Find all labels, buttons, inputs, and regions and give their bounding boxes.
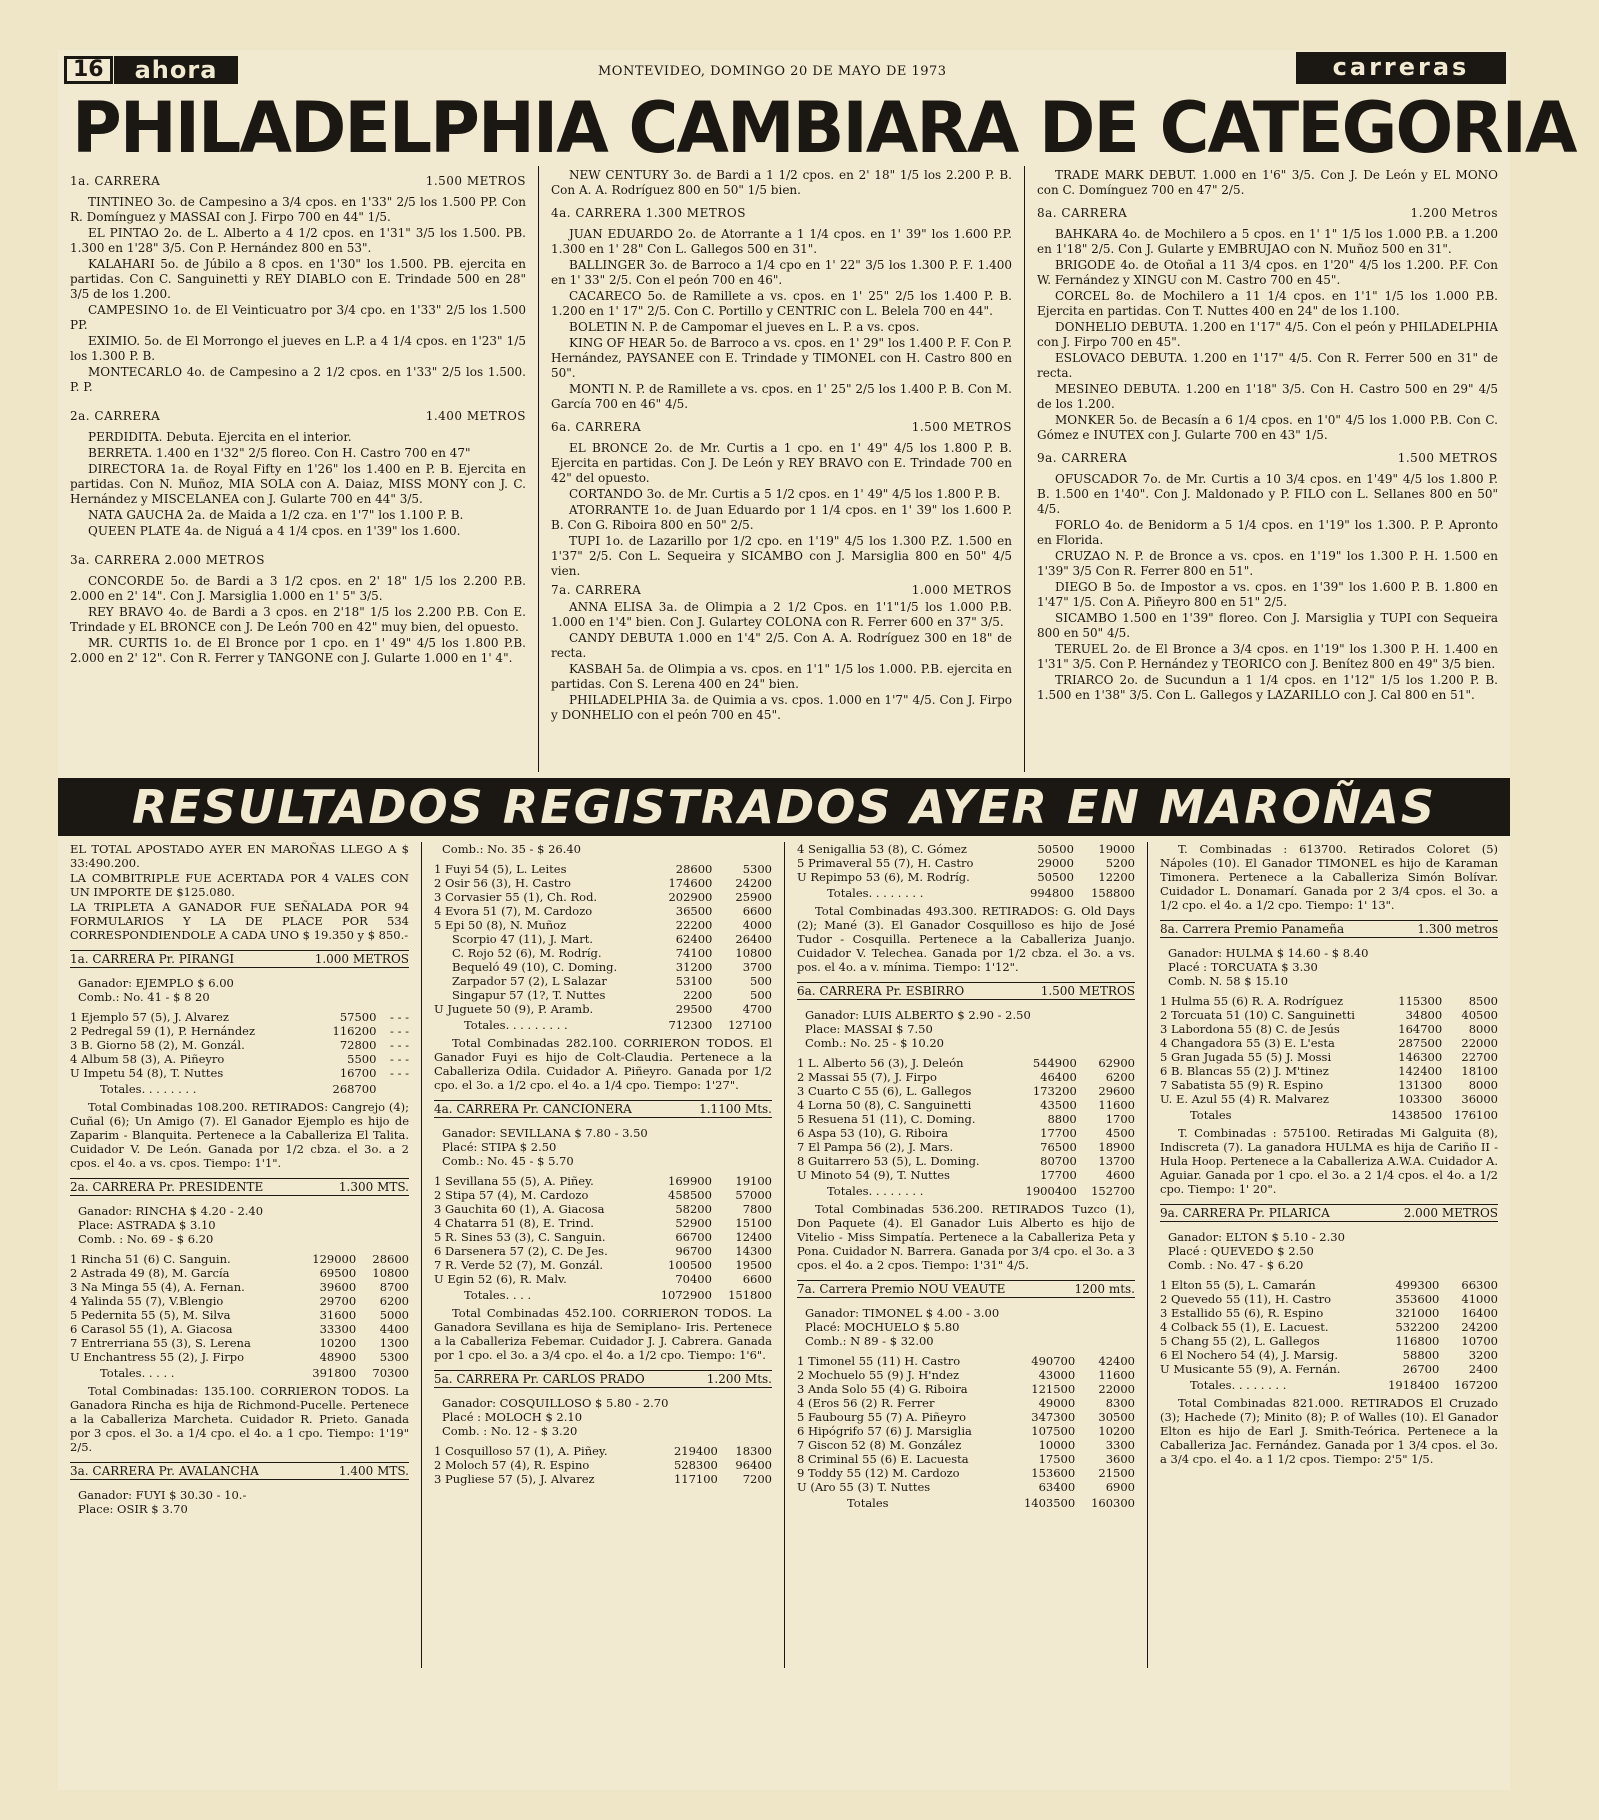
- headline: PHILADELPHIA CAMBIARA DE CATEGORIA: [72, 87, 1576, 169]
- table-row: Zarpador 57 (2), L Salazar 53100 500: [452, 974, 772, 988]
- race-summary: T. Combinadas : 613700. Retirados Coloret (5) Nápoles (10). El Ganador TIMONEL es hijo de Karaman Timonera. Pertenece a la Caballeriza Simón Bolívar. Cuidador L. Donamarí. Ganada por 2 3/4 cpos. el 3o. a 1/2 cpo. el 4o. a 1/2 cpo. Tiempo: 1' 13".: [1160, 842, 1498, 912]
- paragraph: NATA GAUCHA 2a. de Maida a 1/2 cza. en 1'7" los 1.100 P. B.: [88, 508, 464, 522]
- table-row: 6 El Nochero 54 (4), J. Marsig. 58800 3200: [1160, 1348, 1498, 1362]
- paragraph: OFUSCADOR 7o. de Mr. Curtis a 10 3/4 cpos. en 1'49" 4/5 los 1.800 P. B. 1.500 en 1'40". Con J. Maldonado y P. FILO con L. Sellanes 800 en 50" 4/5.: [1037, 472, 1498, 516]
- paragraph: CAMPESINO 1o. de El Veinticuatro por 3/4 cpo. en 1'33" 2/5 los 1.500 PP.: [70, 303, 526, 332]
- paragraph: KASBAH 5a. de Olimpia a vs. cpos. en 1'1" 1/5 los 1.000. P.B. ejercita en partidas. Con S. Lerena 400 en 24" bien.: [551, 662, 1012, 691]
- table-row: 1 Fuyi 54 (5), L. Leites 28600 5300: [434, 862, 772, 876]
- winner-line: Ganador: FUYI $ 30.30 - 10.-: [78, 1488, 247, 1502]
- table-row: 2 Moloch 57 (4), R. Espino 528300 96400: [434, 1458, 772, 1472]
- results-table: [434, 862, 772, 1032]
- table-row: 6 Hipógrifo 57 (6) J. Marsiglia 107500 10200: [797, 1424, 1135, 1438]
- results-table: [1160, 1278, 1498, 1392]
- table-row: 4 Changadora 55 (3) E. L'esta 287500 22000: [1160, 1036, 1498, 1050]
- table-row: 6 B. Blancas 55 (2) J. M'tinez 142400 18100: [1160, 1064, 1498, 1078]
- place-line: Placé: MOCHUELO $ 5.80: [805, 1320, 960, 1334]
- race-heading: 1a. CARRERA Pr. PIRANGI 1.000 METROS: [70, 952, 409, 966]
- paragraph: MR. CURTIS 1o. de El Bronce por 1 cpo. en 1' 49" 4/5 los 1.800 P.B. 2.000 en 2' 12". Con R. Ferrer y TANGONE con J. Gularte 1.000 en 1' 4".: [70, 636, 526, 665]
- race-heading: 8a. CARRERA 1.200 Metros: [1037, 206, 1498, 220]
- table-row: 5 Chang 55 (2), L. Gallegos 116800 10700: [1160, 1334, 1498, 1348]
- table-row: U Minoto 54 (9), T. Nuttes 17700 4600: [797, 1168, 1135, 1182]
- results-column-3: [784, 842, 1147, 1668]
- place-line: Placé: STIPA $ 2.50: [442, 1140, 557, 1154]
- paragraph: CACARECO 5o. de Ramillete a vs. cpos. en 1' 25" 2/5 los 1.400 P. B. 1.200 en 1' 17" 2/5. Con C. Portillo y CENTRIC con L. Belela 700 en 44".: [551, 289, 1012, 318]
- table-row: 5 Resuena 51 (11), C. Doming. 8800 1700: [797, 1112, 1135, 1126]
- paragraph: NEW CENTURY 3o. de Bardi a 1 1/2 cpos. en 2' 18" 1/5 los 2.200 P. B. Con A. A. Rodríguez 800 en 50" 1/5 bien.: [551, 168, 1012, 197]
- table-row: 3 B. Giorno 58 (2), M. Gonzál. 72800 - - -: [70, 1038, 409, 1052]
- paragraph: PERDIDITA. Debuta. Ejercita en el interior.: [88, 430, 352, 444]
- paragraph: QUEEN PLATE 4a. de Niguá a 4 1/4 cpos. en 1'39" los 1.600.: [88, 524, 461, 538]
- paragraph: PHILADELPHIA 3a. de Quimia a vs. cpos. 1.000 en 1'7" 4/5. Con J. Firpo y DONHELIO con el peón 700 en 45".: [551, 693, 1012, 722]
- race-summary: Total Combinadas 108.200. RETIRADOS: Cangrejo (4); Cuñal (6); Un Amigo (7). El Ganador Ejemplo es hijo de Zaparim - Blanquita. Pertenece a la Caballeriza El Talita. Cuidador V. De León. Ganada por 1/2 cbza. el 3o. a 2 cpos. el 4o. a vs. cpos. Tiempo: 1'1".: [70, 1100, 409, 1170]
- forecast-column-3: [1024, 166, 1510, 772]
- paragraph: TINTINEO 3o. de Campesino a 3/4 cpos. en 1'33" 2/5 los 1.500 PP. Con R. Domínguez y MASSAI con J. Firpo 700 en 44" 1/5.: [70, 195, 526, 224]
- table-row: 3 Gauchita 60 (1), A. Giacosa 58200 7800: [434, 1202, 772, 1216]
- winner-line: Ganador: ELTON $ 5.10 - 2.30: [1168, 1230, 1345, 1244]
- table-row: U Juguete 50 (9), P. Aramb. 29500 4700: [434, 1002, 772, 1016]
- table-row: 4 Senigallia 53 (8), C. Gómez 50500 19000: [797, 842, 1135, 856]
- table-row: U. E. Azul 55 (4) R. Malvarez 103300 36000: [1160, 1092, 1498, 1106]
- paragraph: DIRECTORA 1a. de Royal Fifty en 1'26" los 1.400 en P. B. Ejercita en partidas. Con N. Muñoz, MIA SOLA con A. Daiaz, MISS MONY con J. C. Hernández y MISCELANEA con J. Gularte 700 en 44" 3/5.: [70, 462, 526, 506]
- results-table: [70, 1252, 409, 1380]
- forecast-column-1: [58, 166, 538, 772]
- table-row: 6 Carasol 55 (1), A. Giacosa 33300 4400: [70, 1322, 409, 1336]
- place-line: Place: OSIR $ 3.70: [78, 1502, 188, 1516]
- results-table: [70, 1010, 409, 1096]
- table-row: 2 Torcuata 51 (10) C. Sanguinetti 34800 40500: [1160, 1008, 1498, 1022]
- totals-row: Totales. . . . . 391800 70300: [100, 1366, 409, 1380]
- table-row: 5 Pedernita 55 (5), M. Silva 31600 5000: [70, 1308, 409, 1322]
- paragraph: FORLO 4o. de Benidorm a 5 1/4 cpos. en 1'19" los 1.300. P. P. Apronto en Florida.: [1037, 518, 1498, 547]
- paragraph: MONKER 5o. de Becasín a 6 1/4 cpos. en 1'0" 4/5 los 1.000 P.B. Con C. Gómez e INUTEX con J. Gularte 700 en 43" 1/5.: [1037, 413, 1498, 442]
- newspaper-page: [58, 50, 1576, 1790]
- table-row: U Repimpo 53 (6), M. Rodríg. 50500 12200: [797, 870, 1135, 884]
- results-table: [434, 1174, 772, 1302]
- winner-line: Ganador: HULMA $ 14.60 - $ 8.40: [1168, 946, 1369, 960]
- table-row: 4 Album 58 (3), A. Piñeyro 5500 - - -: [70, 1052, 409, 1066]
- race-heading: 3a. CARRERA 2.000 METROS: [70, 553, 265, 567]
- table-row: 5 Primaveral 55 (7), H. Castro 29000 5200: [797, 856, 1135, 870]
- paragraph: ESLOVACO DEBUTA. 1.200 en 1'17" 4/5. Con R. Ferrer 500 en 31" de recta.: [1037, 351, 1498, 380]
- masthead: [58, 50, 1510, 90]
- results-table: [1160, 994, 1498, 1122]
- paragraph: CORCEL 8o. de Mochilero a 11 1/4 cpos. en 1'1" 1/5 los 1.000 P.B. Ejercita en partidas. Con T. Nuttes 400 en 24" de los 1.100.: [1037, 289, 1498, 318]
- paragraph: EL BRONCE 2o. de Mr. Curtis a 1 cpo. en 1' 49" 4/5 los 1.800 P. B. Ejercita en partidas. Con J. De León y REY BRAVO con E. Trindade 700 en 42" del opuesto.: [551, 441, 1012, 485]
- winner-line: Ganador: COSQUILLOSO $ 5.80 - 2.70: [442, 1396, 669, 1410]
- race-summary: Total Combinadas 536.200. RETIRADOS Tuzco (1), Don Paquete (4). El Ganador Luis Alberto es hijo de Vitelio - Miss Simpatía. Pertenece a la Caballeriza Peta y Pona. Cuidador N. Barrera. Ganada por 3/4 cpo. el 3o. a 3 cpos. el 4o. a 2 cpos. Tiempo: 1'31" 4/5.: [797, 1202, 1135, 1272]
- paragraph: CRUZAO N. P. de Bronce a vs. cpos. en 1'19" los 1.300 P. H. 1.500 en 1'39" 3/5 Con R. Ferrer 800 en 51".: [1037, 549, 1498, 578]
- combinada-line: Comb.: No. 45 - $ 5.70: [442, 1154, 574, 1168]
- combinada-line: Comb. : No. 47 - $ 6.20: [1168, 1258, 1304, 1272]
- results-table: [434, 1444, 772, 1486]
- results-table: [797, 842, 1135, 900]
- table-row: 1 Hulma 55 (6) R. A. Rodríguez 115300 8500: [1160, 994, 1498, 1008]
- table-row: 2 Pedregal 59 (1), P. Hernández 116200 - - -: [70, 1024, 409, 1038]
- table-row: Singapur 57 (1?, T. Nuttes 2200 500: [452, 988, 772, 1002]
- forecast-columns: [58, 166, 1510, 772]
- winner-line: Ganador: SEVILLANA $ 7.80 - 3.50: [442, 1126, 648, 1140]
- table-row: 1 Sevillana 55 (5), A. Piñey. 169900 19100: [434, 1174, 772, 1188]
- table-row: 2 Stipa 57 (4), M. Cardozo 458500 57000: [434, 1188, 772, 1202]
- table-row: 1 Cosquilloso 57 (1), A. Piñey. 219400 18300: [434, 1444, 772, 1458]
- table-row: U Egin 52 (6), R. Malv. 70400 6600: [434, 1272, 772, 1286]
- table-row: 1 Timonel 55 (11) H. Castro 490700 42400: [797, 1354, 1135, 1368]
- results-banner: RESULTADOS REGISTRADOS AYER EN MAROÑAS: [58, 778, 1510, 836]
- table-row: 8 Guitarrero 53 (5), L. Doming. 80700 13700: [797, 1154, 1135, 1168]
- paragraph: CANDY DEBUTA 1.000 en 1'4" 2/5. Con A. A. Rodríguez 300 en 18" de recta.: [551, 631, 1012, 660]
- paragraph: CONCORDE 5o. de Bardi a 3 1/2 cpos. en 2' 18" 1/5 los 2.200 P.B. 2.000 en 2' 14". Con J. Marsiglia 1.000 en 1' 5" 3/5.: [70, 574, 526, 603]
- race-heading: 9a. CARRERA Pr. PILARICA 2.000 METROS: [1160, 1206, 1498, 1220]
- paragraph: MONTECARLO 4o. de Campesino a 2 1/2 cpos. en 1'33" 2/5 los 1.500. P. P.: [70, 365, 526, 394]
- totals-row: Totales. . . . . . . . 994800 158800: [827, 886, 1135, 900]
- totals-row: Totales 1438500 176100: [1190, 1108, 1498, 1122]
- race-heading: 7a. Carrera Premio NOU VEAUTE 1200 mts.: [797, 1282, 1135, 1296]
- table-row: U Musicante 55 (9), A. Fernán. 26700 2400: [1160, 1362, 1498, 1376]
- results-table: [797, 1354, 1135, 1510]
- race-summary: T. Combinadas : 575100. Retiradas Mi Galguita (8), Indiscreta (7). La ganadora HULMA es hija de Cariño II - Hula Hoop. Pertenece a la Caballeriza A.W.A. Cuidador A. Aguiar. Ganada por 1 cpo. el 3o. a 2 1/4 cpos. el 4o. a 1/2 cpo. Tiempo: 1' 20".: [1160, 1126, 1498, 1196]
- place-line: Place: MASSAI $ 7.50: [805, 1022, 933, 1036]
- winner-line: Ganador: EJEMPLO $ 6.00: [78, 976, 234, 990]
- race-heading: 2a. CARRERA 1.400 METROS: [70, 409, 526, 423]
- table-row: 1 Ejemplo 57 (5), J. Alvarez 57500 - - -: [70, 1010, 409, 1024]
- table-row: 3 Na Minga 55 (4), A. Fernan. 39600 8700: [70, 1280, 409, 1294]
- paragraph: EL PINTAO 2o. de L. Alberto a 4 1/2 cpos. en 1'31" 3/5 los 1.500. PB. 1.300 en 1'28" 3/5. Con P. Hernández 800 en 53".: [70, 226, 526, 255]
- table-row: 7 R. Verde 52 (7), M. Gonzál. 100500 19500: [434, 1258, 772, 1272]
- paragraph: REY BRAVO 4o. de Bardi a 3 cpos. en 2'18" 1/5 los 2.200 P.B. Con E. Trindade y EL BRONCE con J. De León 700 en 42" muy bien, del opuesto.: [70, 605, 526, 634]
- combinada-line: Comb. : No. 69 - $ 6.20: [78, 1232, 214, 1246]
- combinada-line: Comb. N. 58 $ 15.10: [1168, 974, 1289, 988]
- totals-row: Totales. . . . . . . . 1918400 167200: [1190, 1378, 1498, 1392]
- paragraph: SICAMBO 1.500 en 1'39" floreo. Con J. Marsiglia y TUPI con Sequeira 800 en 50" 4/5.: [1037, 611, 1498, 640]
- forecast-column-2: [538, 166, 1024, 772]
- table-row: 2 Massai 55 (7), J. Firpo 46400 6200: [797, 1070, 1135, 1084]
- paper-name: ahora: [114, 56, 238, 84]
- table-row: 2 Quevedo 55 (11), H. Castro 353600 41000: [1160, 1292, 1498, 1306]
- paragraph: TRIARCO 2o. de Sucundun a 1 1/4 cpos. en 1'12" 1/5 los 1.200 P. B. 1.500 en 1'38" 3/5. Con L. Gallegos y LAZARILLO con J. Cal 800 en 51".: [1037, 673, 1498, 702]
- paragraph: MONTI N. P. de Ramillete a vs. cpos. en 1' 25" 2/5 los 1.400 P. B. Con M. García 700 en 46" 4/5.: [551, 382, 1012, 411]
- paragraph: BOLETIN N. P. de Campomar el jueves en L. P. a vs. cpos.: [569, 320, 920, 334]
- table-row: 5 Faubourg 55 (7) A. Piñeyro 347300 30500: [797, 1410, 1135, 1424]
- table-row: 3 Labordona 55 (8) C. de Jesús 164700 8000: [1160, 1022, 1498, 1036]
- table-row: 4 Chatarra 51 (8), E. Trind. 52900 15100: [434, 1216, 772, 1230]
- winner-line: Ganador: TIMONEL $ 4.00 - 3.00: [805, 1306, 1000, 1320]
- table-row: 5 R. Sines 53 (3), C. Sanguin. 66700 12400: [434, 1230, 772, 1244]
- table-row: 4 (Eros 56 (2) R. Ferrer 49000 8300: [797, 1396, 1135, 1410]
- table-row: 6 Aspa 53 (10), G. Riboira 17700 4500: [797, 1126, 1135, 1140]
- race-heading: 4a. CARRERA Pr. CANCIONERA 1.1100 Mts.: [434, 1102, 772, 1116]
- table-row: Scorpio 47 (11), J. Mart. 62400 26400: [452, 932, 772, 946]
- paragraph: EXIMIO. 5o. de El Morrongo el jueves en L.P. a 4 1/4 cpos. en 1'23" 1/5 los 1.300 P. B.: [70, 334, 526, 363]
- table-row: U Impetu 54 (8), T. Nuttes 16700 - - -: [70, 1066, 409, 1080]
- race-heading: 1a. CARRERA 1.500 METROS: [70, 174, 526, 188]
- paragraph: TERUEL 2o. de El Bronce a 3/4 cpos. en 1'19" los 1.300 P. H. 1.400 en 1'31" 3/5. Con P. Hernández y TEORICO con J. Benítez 800 en 49" 3/5 bien.: [1037, 642, 1498, 671]
- table-row: 5 Gran Jugada 55 (5) J. Mossi 146300 22700: [1160, 1050, 1498, 1064]
- table-row: 4 Evora 51 (7), M. Cardozo 36500 6600: [434, 904, 772, 918]
- table-row: 5 Epi 50 (8), N. Muñoz 22200 4000: [434, 918, 772, 932]
- table-row: 1 Elton 55 (5), L. Camarán 499300 66300: [1160, 1278, 1498, 1292]
- table-row: 2 Mochuelo 55 (9) J. H'ndez 43000 11600: [797, 1368, 1135, 1382]
- combinada-line: Comb. : No. 12 - $ 3.20: [442, 1424, 578, 1438]
- race-heading: 6a. CARRERA Pr. ESBIRRO 1.500 METROS: [797, 984, 1135, 998]
- table-row: 6 Darsenera 57 (2), C. De Jes. 96700 14300: [434, 1244, 772, 1258]
- table-row: 3 Anda Solo 55 (4) G. Riboira 121500 22000: [797, 1382, 1135, 1396]
- table-row: 2 Osir 56 (3), H. Castro 174600 24200: [434, 876, 772, 890]
- table-row: 4 Colback 55 (1), E. Lacuest. 532200 24200: [1160, 1320, 1498, 1334]
- paragraph: ATORRANTE 1o. de Juan Eduardo por 1 1/4 cpos. en 1' 39" los 1.600 P. B. Con G. Riboira 800 en 50" 2/5.: [551, 503, 1012, 532]
- race-summary: Total Combinadas 821.000. RETIRADOS El Cruzado (3); Hachede (7); Minito (8); P. of Walles (10). El Ganador Elton es hijo de Earl J. Smith-Teórica. Pertenece a la Caballeriza Jac. Fernández. Ganada por 1 3/4 cpos. el 3o. a 3/4 cpo. el 4o. a 1 1/2 cpos. Tiempo: 2'5" 1/5.: [1160, 1396, 1498, 1466]
- race-heading: 3a. CARRERA Pr. AVALANCHA 1.400 MTS.: [70, 1464, 409, 1478]
- totals-row: Totales. . . . . . . . 1900400 152700: [827, 1184, 1135, 1198]
- table-row: 7 El Pampa 56 (2), J. Mars. 76500 18900: [797, 1140, 1135, 1154]
- race-heading: 9a. CARRERA 1.500 METROS: [1037, 451, 1498, 465]
- table-row: 7 Entrerriana 55 (3), S. Lerena 10200 1300: [70, 1336, 409, 1350]
- paragraph: BALLINGER 3o. de Barroco a 1/4 cpo en 1' 22" 3/5 los 1.300 P. F. 1.400 en 1' 33" 2/5. Con el peón 700 en 46".: [551, 258, 1012, 287]
- combinada-line: Comb.: N 89 - $ 32.00: [805, 1334, 934, 1348]
- results-column-4: [1147, 842, 1510, 1668]
- paragraph: LA TRIPLETA A GANADOR FUE SEÑALADA POR 94 FORMULARIOS Y LA DE PLACE POR 534 CORRESPONDIENDOLE A CADA UNO $ 19.350 y $ 850.-: [70, 900, 409, 942]
- race-heading: 6a. CARRERA 1.500 METROS: [551, 420, 1012, 434]
- table-row: 7 Giscon 52 (8) M. González 10000 3300: [797, 1438, 1135, 1452]
- paragraph: ANNA ELISA 3a. de Olimpia a 2 1/2 Cpos. en 1'1"1/5 los 1.000 P.B. 1.000 en 1'4" bien. Con J. Gulartey COLONA con R. Ferrer 600 en 37" 3/5.: [551, 600, 1012, 629]
- paragraph: MESINEO DEBUTA. 1.200 en 1'18" 3/5. Con H. Castro 500 en 29" 4/5 de los 1.200.: [1037, 382, 1498, 411]
- table-row: 2 Astrada 49 (8), M. García 69500 10800: [70, 1266, 409, 1280]
- table-row: 7 Sabatista 55 (9) R. Espino 131300 8000: [1160, 1078, 1498, 1092]
- place-line: Placé : MOLOCH $ 2.10: [442, 1410, 583, 1424]
- race-heading: 4a. CARRERA 1.300 METROS: [551, 206, 746, 220]
- results-columns: [58, 842, 1510, 1668]
- paragraph: DONHELIO DEBUTA. 1.200 en 1'17" 4/5. Con el peón y PHILADELPHIA con J. Firpo 700 en 45".: [1037, 320, 1498, 349]
- paragraph: KALAHARI 5o. de Júbilo a 8 cpos. en 1'30" los 1.500. PB. ejercita en partidas. Con C. Sanguinetti y REY DIABLO con E. Trindade 500 en 28" 3/5 de los 1.200.: [70, 257, 526, 301]
- winner-line: Ganador: RINCHA $ 4.20 - 2.40: [78, 1204, 264, 1218]
- table-row: 1 L. Alberto 56 (3), J. Deleón 544900 62900: [797, 1056, 1135, 1070]
- table-row: Bequeló 49 (10), C. Doming. 31200 3700: [452, 960, 772, 974]
- paragraph: TRADE MARK DEBUT. 1.000 en 1'6" 3/5. Con J. De León y EL MONO con C. Domínguez 700 en 47" 2/5.: [1037, 168, 1498, 197]
- paragraph: DIEGO B 5o. de Impostor a vs. cpos. en 1'39" los 1.600 P. B. 1.800 en 1'47" 1/5. Con A. Piñeyro 800 en 51" 2/5.: [1037, 580, 1498, 609]
- paragraph: EL TOTAL APOSTADO AYER EN MAROÑAS LLEGO A $ 33:490.200.: [70, 842, 409, 870]
- table-row: 8 Criminal 55 (6) E. Lacuesta 17500 3600: [797, 1452, 1135, 1466]
- section-tag: carreras: [1296, 52, 1506, 84]
- combinada-line: Comb.: No. 25 - $ 10.20: [805, 1036, 944, 1050]
- page-number: 16: [64, 56, 113, 84]
- totals-row: Totales 1403500 160300: [847, 1496, 1135, 1510]
- dateline: MONTEVIDEO, DOMINGO 20 DE MAYO DE 1973: [598, 64, 947, 79]
- place-line: Placé : TORCUATA $ 3.30: [1168, 960, 1318, 974]
- table-row: 3 Corvasier 55 (1), Ch. Rod. 202900 25900: [434, 890, 772, 904]
- combinada-line: Comb.: No. 41 - $ 8 20: [78, 990, 210, 1004]
- paragraph: JUAN EDUARDO 2o. de Atorrante a 1 1/4 cpos. en 1' 39" los 1.600 P.P. 1.300 en 1' 28" Con L. Gallegos 500 en 31".: [551, 227, 1012, 256]
- table-row: 1 Rincha 51 (6) C. Sanguin. 129000 28600: [70, 1252, 409, 1266]
- race-heading: 8a. Carrera Premio Panameña 1.300 metros: [1160, 922, 1498, 936]
- race-summary: Total Combinadas 282.100. CORRIERON TODOS. El Ganador Fuyi es hijo de Colt-Claudia. Pertenece a la Caballeriza Odila. Cuidador A. Piñeyro. Ganada por 1/2 cpo. el 3o. a 1/2 cpo. el 4o. a 1/4 cpo. Tiempo: 1'27".: [434, 1036, 772, 1092]
- paragraph: LA COMBITRIPLE FUE ACERTADA POR 4 VALES CON UN IMPORTE DE $125.080.: [70, 871, 409, 899]
- combinada-line: Comb.: No. 35 - $ 26.40: [442, 842, 581, 856]
- table-row: 3 Estallido 55 (6), R. Espino 321000 16400: [1160, 1306, 1498, 1320]
- table-row: 3 Cuarto C 55 (6), L. Gallegos 173200 29600: [797, 1084, 1135, 1098]
- totals-row: Totales. . . . 1072900 151800: [464, 1288, 772, 1302]
- race-summary: Total Combinadas 452.100. CORRIERON TODOS. La Ganadora Sevillana es hija de Semiplano- Iris. Pertenece a la Caballeriza Febemar. Cuidador J. J. Cabrera. Ganada por 1 cpo. el 3o. a 3/4 cpo. el 4o. a 1/2 cpo. Tiempo: 1'6".: [434, 1306, 772, 1362]
- results-column-2: [421, 842, 784, 1668]
- place-line: Placé : QUEVEDO $ 2.50: [1168, 1244, 1314, 1258]
- table-row: U (Aro 55 (3) T. Nuttes 63400 6900: [797, 1480, 1135, 1494]
- table-row: 9 Toddy 55 (12) M. Cardozo 153600 21500: [797, 1466, 1135, 1480]
- place-line: Place: ASTRADA $ 3.10: [78, 1218, 216, 1232]
- table-row: 4 Yalinda 55 (7), V.Blengio 29700 6200: [70, 1294, 409, 1308]
- paragraph: BRIGODE 4o. de Otoñal a 11 3/4 cpos. en 1'20" 4/5 los 1.200. P.F. Con W. Fernández y XINGU con M. Castro 700 en 45".: [1037, 258, 1498, 287]
- race-heading: 7a. CARRERA 1.000 METROS: [551, 583, 1012, 597]
- table-row: 4 Lorna 50 (8), C. Sanguinetti 43500 11600: [797, 1098, 1135, 1112]
- results-column-1: [58, 842, 421, 1668]
- totals-row: Totales. . . . . . . . 268700: [100, 1082, 377, 1096]
- results-table: [797, 1056, 1135, 1198]
- paragraph: BERRETA. 1.400 en 1'32" 2/5 floreo. Con H. Castro 700 en 47": [88, 446, 471, 460]
- winner-line: Ganador: LUIS ALBERTO $ 2.90 - 2.50: [805, 1008, 1031, 1022]
- totals-row: Totales. . . . . . . . . 712300 127100: [464, 1018, 772, 1032]
- paragraph: KING OF HEAR 5o. de Barroco a vs. cpos. en 1' 29" los 1.400 P. F. Con P. Hernández, PAYSANEE con E. Trindade y TIMONEL con H. Castro 800 en 50".: [551, 336, 1012, 380]
- paragraph: BAHKARA 4o. de Mochilero a 5 cpos. en 1' 1" 1/5 los 1.000 P.B. a 1.200 en 1'18" 2/5. Con J. Gularte y EMBRUJAO con N. Muñoz 500 en 31".: [1037, 227, 1498, 256]
- race-heading: 5a. CARRERA Pr. CARLOS PRADO 1.200 Mts.: [434, 1372, 772, 1386]
- table-row: U Enchantress 55 (2), J. Firpo 48900 5300: [70, 1350, 409, 1364]
- table-row: 3 Pugliese 57 (5), J. Alvarez 117100 7200: [434, 1472, 772, 1486]
- race-heading: 2a. CARRERA Pr. PRESIDENTE 1.300 MTS.: [70, 1180, 409, 1194]
- paragraph: CORTANDO 3o. de Mr. Curtis a 5 1/2 cpos. en 1' 49" 4/5 los 1.800 P. B.: [569, 487, 1001, 501]
- paragraph: TUPI 1o. de Lazarillo por 1/2 cpo. en 1'19" 4/5 los 1.300 P.Z. 1.500 en 1'37" 2/5. Con L. Sequeira y SICAMBO con J. Marsiglia 800 en 50" 4/5 vien.: [551, 534, 1012, 578]
- race-summary: Total Combinadas 493.300. RETIRADOS: G. Old Days (2); Mané (3). El Ganador Cosquilloso es hijo de José Tudor - Cosquilla. Pertenece a la Caballeriza Juanjo. Cuidador V. Telechea. Ganada por 1/2 cbza. el 3o. a vs. pos. el 4o. a v. mínima. Tiempo: 1'12".: [797, 904, 1135, 974]
- race-summary: Total Combinadas: 135.100. CORRIERON TODOS. La Ganadora Rincha es hija de Richmond-Pucelle. Pertenece a la Caballeriza Marcheta. Cuidador R. Prieto. Ganada por 3 cpos. el 3o. a 1/4 cpo. el 4o. a 1 cpo. Tiempo: 1'19" 2/5.: [70, 1384, 409, 1454]
- table-row: C. Rojo 52 (6), M. Rodríg. 74100 10800: [452, 946, 772, 960]
